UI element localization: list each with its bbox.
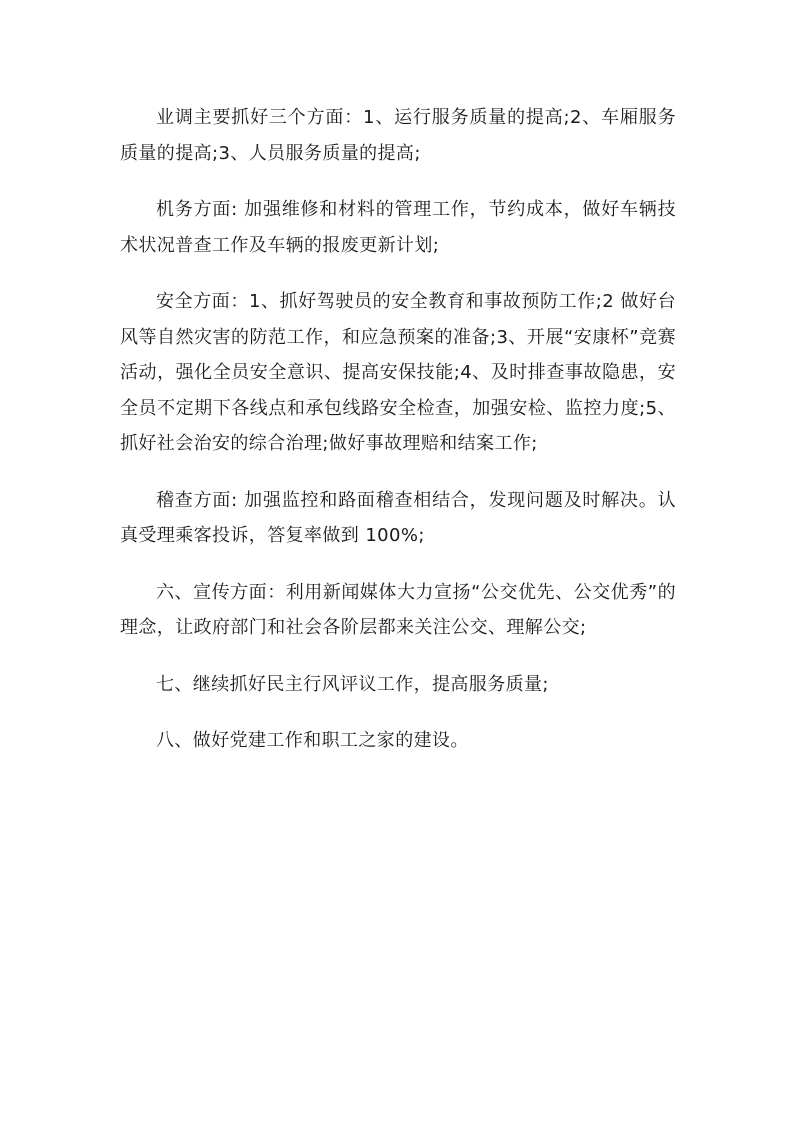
paragraph-safety: 安全方面：1、抓好驾驶员的安全教育和事故预防工作;2 做好台风等自然灾害的防范工作，和应急预案的准备;3、开展“安康杯”竞赛活动，强化全员安全意识、提高安保技能;4、及时排查事故隐患，安全员不定期下各线点和承包线路安全检查，加强安检、监控力度;5、抓好社会治安的综合治理;做好事故理赔和结案工作; (120, 291, 676, 454)
paragraph-party-building: 八、做好党建工作和职工之家的建设。 (156, 730, 469, 751)
paragraph-evaluation: 七、继续抓好民主行风评议工作，提高服务质量; (156, 673, 549, 695)
document-body (120, 100, 676, 780)
paragraph-publicity: 六、宣传方面：利用新闻媒体大力宣扬“公交优先、公交优秀”的理念，让政府部门和社会各阶层都来关注公交、理解公交; (120, 581, 676, 638)
paragraph-dispatch: 业调主要抓好三个方面：1、运行服务质量的提高;2、车厢服务质量的提高;3、人员服务质量的提高; (120, 107, 676, 164)
paragraph-inspection: 稽查方面: 加强监控和路面稽查相结合，发现问题及时解决。认真受理乘客投诉，答复率做到 100%; (120, 489, 676, 546)
paragraph-maintenance: 机务方面: 加强维修和材料的管理工作，节约成本，做好车辆技术状况普查工作及车辆的报废更新计划; (120, 199, 676, 256)
